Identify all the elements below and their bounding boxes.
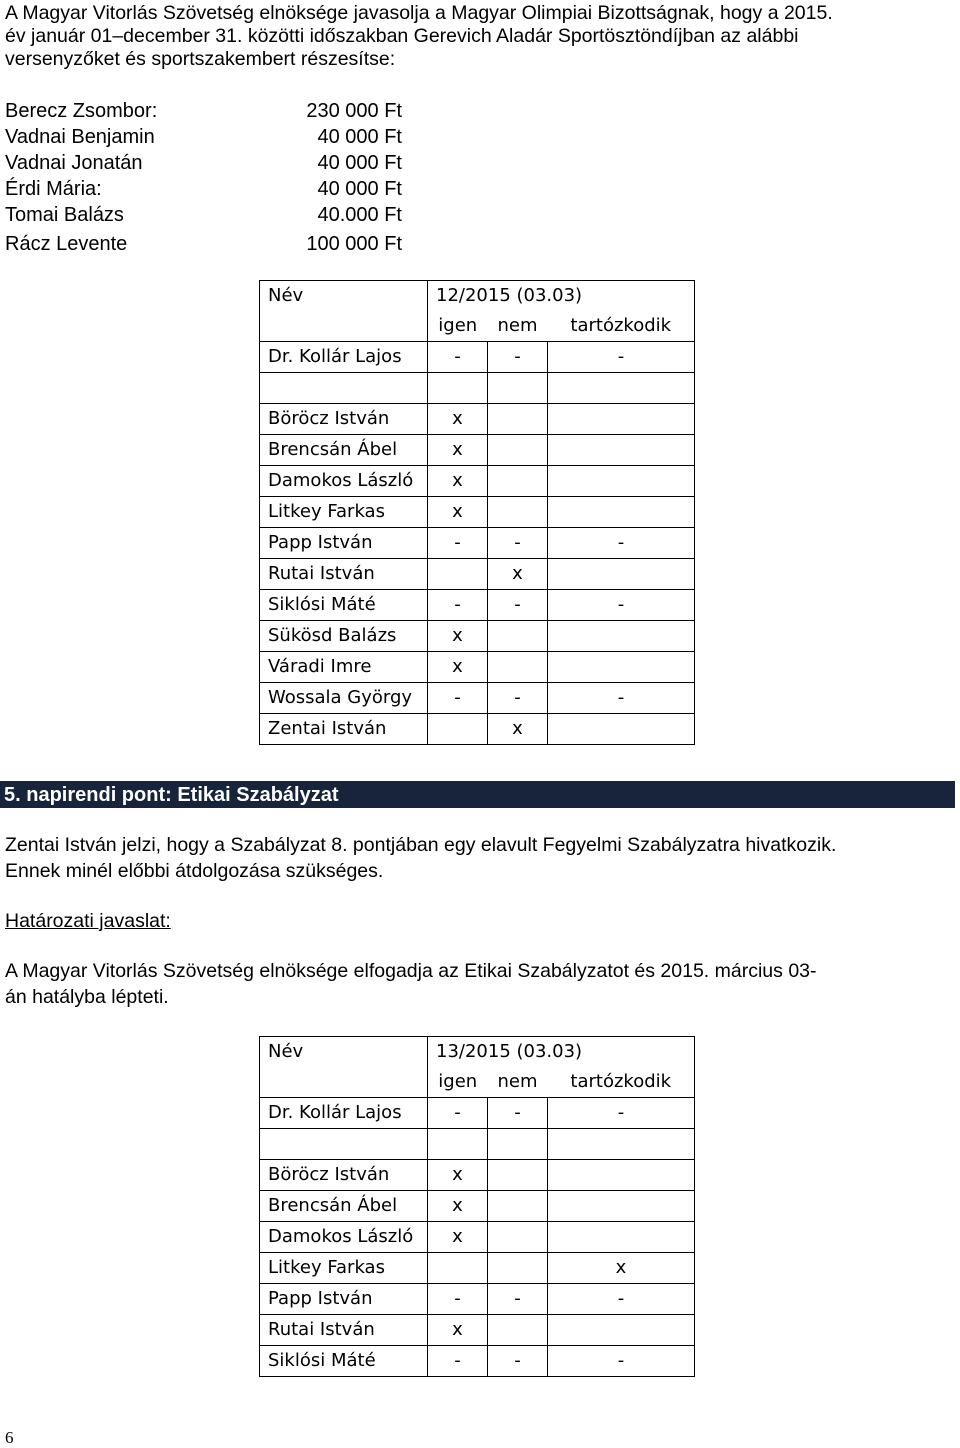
award-name: Rácz Levente — [5, 233, 128, 255]
section-heading-bar — [0, 781, 955, 808]
vote-abstain: x — [548, 1253, 695, 1284]
vote-row — [260, 652, 695, 683]
member-name: Böröcz István — [260, 1160, 428, 1191]
col-abstain-header: tartózkodik — [548, 311, 695, 342]
vote-no: - — [488, 528, 548, 559]
award-amount: 100 000 Ft — [306, 233, 402, 255]
name-header-blank — [260, 1067, 428, 1098]
vote-abstain: - — [548, 590, 695, 621]
vote-row — [260, 714, 695, 745]
col-no-header: nem — [488, 1067, 548, 1098]
vote-yes: x — [428, 404, 488, 435]
col-yes-header: igen — [428, 311, 488, 342]
col-abstain-header: tartózkodik — [548, 1067, 695, 1098]
intro-line-3: versenyzőket és sportszakembert részesítse: — [5, 48, 396, 70]
member-name: Rutai István — [260, 1315, 428, 1346]
vote-abstain: - — [548, 342, 695, 373]
member-name: Litkey Farkas — [260, 1253, 428, 1284]
resolution-number: 13/2015 (03.03) — [428, 1037, 695, 1068]
member-name: Dr. Kollár Lajos — [260, 342, 428, 373]
vote-subheader-row — [260, 311, 695, 342]
member-name: Papp István — [260, 1284, 428, 1315]
vote-row — [260, 466, 695, 497]
award-name: Tomai Balázs — [5, 204, 124, 226]
vote-abstain — [548, 1191, 695, 1222]
vote-no — [488, 435, 548, 466]
vote-abstain — [548, 621, 695, 652]
vote-no: - — [488, 342, 548, 373]
proposal-label — [5, 908, 955, 934]
vote-yes: - — [428, 528, 488, 559]
vote-no: - — [488, 1098, 548, 1129]
vote-yes: x — [428, 1160, 488, 1191]
page-number: 6 — [5, 1428, 14, 1447]
vote-no: x — [488, 559, 548, 590]
member-name: Dr. Kollár Lajos — [260, 1098, 428, 1129]
vote-row — [260, 683, 695, 714]
vote-header-row — [260, 1037, 695, 1068]
vote-abstain: - — [548, 1098, 695, 1129]
vote-row — [260, 1346, 695, 1377]
vote-yes: x — [428, 497, 488, 528]
member-name — [260, 1129, 428, 1160]
vote-no — [488, 1160, 548, 1191]
vote-row — [260, 1098, 695, 1129]
proposal-line-1: A Magyar Vitorlás Szövetség elnöksége elfogadja az Etikai Szabályzatot és 2015. március 03- — [5, 960, 817, 982]
member-name: Váradi Imre — [260, 652, 428, 683]
vote-row — [260, 497, 695, 528]
col-no-header: nem — [488, 311, 548, 342]
vote-row — [260, 1284, 695, 1315]
vote-yes: - — [428, 683, 488, 714]
vote-yes: - — [428, 342, 488, 373]
member-name: Brencsán Ábel — [260, 1191, 428, 1222]
vote-no — [488, 1191, 548, 1222]
member-name: Zentai István — [260, 714, 428, 745]
name-header: Név — [260, 281, 428, 312]
vote-no — [488, 466, 548, 497]
vote-yes: x — [428, 621, 488, 652]
vote-row — [260, 1129, 695, 1160]
name-header-blank — [260, 311, 428, 342]
vote-no: - — [488, 1284, 548, 1315]
vote-header-row — [260, 281, 695, 312]
vote-no — [488, 1129, 548, 1160]
award-name: Vadnai Jonatán — [5, 152, 143, 174]
vote-no — [488, 1315, 548, 1346]
member-name — [260, 373, 428, 404]
award-name: Vadnai Benjamin — [5, 126, 155, 148]
member-name: Litkey Farkas — [260, 497, 428, 528]
vote-no — [488, 1222, 548, 1253]
proposal-label-text: Határozati javaslat: — [5, 910, 171, 932]
para1-line-2: Ennek minél előbbi átdolgozása szükséges. — [5, 860, 384, 882]
section-heading: 5. napirendi pont: Etikai Szabályzat — [4, 784, 339, 806]
award-amount: 40 000 Ft — [317, 178, 402, 200]
member-name: Damokos László — [260, 1222, 428, 1253]
intro-line-1: A Magyar Vitorlás Szövetség elnöksége javasolja a Magyar Olimpiai Bizottságnak, hogy a 2015. — [5, 2, 833, 24]
vote-row — [260, 1315, 695, 1346]
vote-row — [260, 342, 695, 373]
vote-no: - — [488, 590, 548, 621]
vote-abstain — [548, 373, 695, 404]
vote-table-12-2015 — [259, 280, 695, 745]
member-name: Sükösd Balázs — [260, 621, 428, 652]
vote-yes: x — [428, 1191, 488, 1222]
vote-row — [260, 373, 695, 404]
vote-yes: - — [428, 590, 488, 621]
vote-abstain — [548, 559, 695, 590]
vote-row — [260, 404, 695, 435]
vote-no — [488, 621, 548, 652]
vote-abstain: - — [548, 683, 695, 714]
vote-yes — [428, 1129, 488, 1160]
vote-yes — [428, 559, 488, 590]
vote-row — [260, 1222, 695, 1253]
col-yes-header: igen — [428, 1067, 488, 1098]
vote-yes — [428, 714, 488, 745]
vote-row — [260, 1160, 695, 1191]
vote-abstain — [548, 1129, 695, 1160]
resolution-number: 12/2015 (03.03) — [428, 281, 695, 312]
vote-abstain — [548, 652, 695, 683]
vote-yes — [428, 373, 488, 404]
para1-line-1: Zentai István jelzi, hogy a Szabályzat 8. pontjában egy elavult Fegyelmi Szabályzatra hivatkozik. — [5, 834, 837, 856]
vote-yes: - — [428, 1346, 488, 1377]
name-header: Név — [260, 1037, 428, 1068]
vote-row — [260, 528, 695, 559]
vote-yes: x — [428, 652, 488, 683]
member-name: Böröcz István — [260, 404, 428, 435]
vote-no — [488, 373, 548, 404]
vote-no: - — [488, 1346, 548, 1377]
vote-row — [260, 435, 695, 466]
vote-row — [260, 1253, 695, 1284]
vote-abstain — [548, 1222, 695, 1253]
member-name: Damokos László — [260, 466, 428, 497]
member-name: Siklósi Máté — [260, 1346, 428, 1377]
vote-no — [488, 652, 548, 683]
vote-yes: x — [428, 1315, 488, 1346]
award-amount: 40 000 Ft — [317, 126, 402, 148]
vote-no: x — [488, 714, 548, 745]
member-name: Wossala György — [260, 683, 428, 714]
member-name: Brencsán Ábel — [260, 435, 428, 466]
vote-yes: x — [428, 1222, 488, 1253]
vote-abstain — [548, 404, 695, 435]
vote-no — [488, 497, 548, 528]
vote-yes — [428, 1253, 488, 1284]
vote-abstain — [548, 714, 695, 745]
vote-subheader-row — [260, 1067, 695, 1098]
intro-line-2: év január 01–december 31. közötti időszakban Gerevich Aladár Sportösztöndíjban az alábbi — [5, 25, 799, 47]
proposal-line-2: án hatályba lépteti. — [5, 986, 169, 1008]
award-amount: 40 000 Ft — [317, 152, 402, 174]
vote-yes: x — [428, 435, 488, 466]
vote-row — [260, 1191, 695, 1222]
award-name: Érdi Mária: — [5, 178, 102, 200]
member-name: Siklósi Máté — [260, 590, 428, 621]
vote-no — [488, 404, 548, 435]
member-name: Papp István — [260, 528, 428, 559]
vote-no: - — [488, 683, 548, 714]
vote-abstain: - — [548, 1346, 695, 1377]
vote-yes: - — [428, 1098, 488, 1129]
vote-abstain: - — [548, 1284, 695, 1315]
vote-row — [260, 621, 695, 652]
vote-yes: - — [428, 1284, 488, 1315]
vote-row — [260, 590, 695, 621]
vote-abstain — [548, 497, 695, 528]
vote-abstain — [548, 1315, 695, 1346]
vote-no — [488, 1253, 548, 1284]
vote-abstain: - — [548, 528, 695, 559]
vote-row — [260, 559, 695, 590]
vote-abstain — [548, 1160, 695, 1191]
award-amount: 40.000 Ft — [317, 204, 402, 226]
member-name: Rutai István — [260, 559, 428, 590]
vote-yes: x — [428, 466, 488, 497]
award-name: Berecz Zsombor: — [5, 100, 158, 122]
vote-table-13-2015 — [259, 1036, 695, 1377]
vote-abstain — [548, 435, 695, 466]
award-amount: 230 000 Ft — [306, 100, 402, 122]
vote-abstain — [548, 466, 695, 497]
